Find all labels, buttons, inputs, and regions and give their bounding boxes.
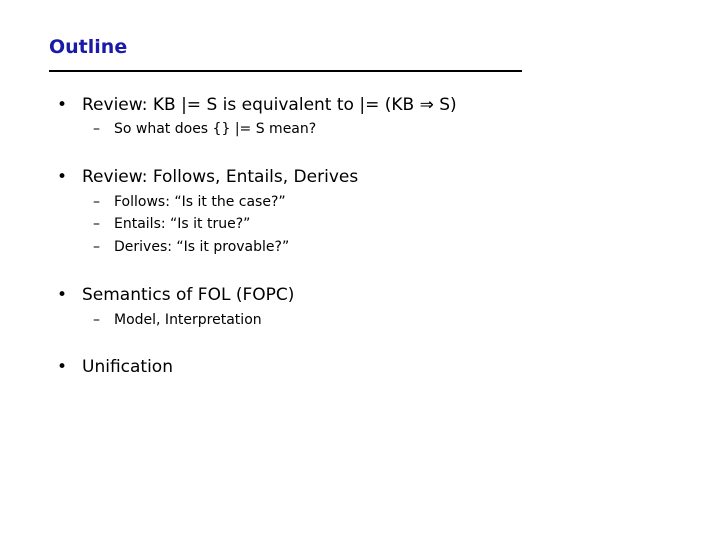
bullet-item (57, 95, 457, 115)
dash-icon: – (93, 239, 100, 255)
bullet-item (57, 167, 358, 187)
bullet-text: Review: Follows, Entails, Derives (82, 167, 359, 187)
sub-item (93, 120, 316, 138)
sub-text: Model, Interpretation (114, 312, 262, 328)
dash-icon: – (93, 312, 100, 328)
bullet-text: Review: KB |= S is equivalent to |= (KB ⇒ S) (82, 95, 457, 115)
slide-title: Outline (49, 36, 128, 58)
bullet-icon: • (57, 167, 68, 187)
sub-item (93, 193, 286, 211)
sub-text: Derives: “Is it provable?” (114, 239, 290, 255)
dash-icon: – (93, 121, 100, 137)
bullet-icon: • (57, 285, 68, 305)
sub-item (93, 311, 262, 329)
sub-item (93, 215, 250, 233)
bullet-item (57, 285, 294, 305)
bullet-item (57, 357, 173, 377)
dash-icon: – (93, 216, 100, 232)
bullet-text: Semantics of FOL (FOPC) (82, 285, 295, 305)
sub-text: So what does {} |= S mean? (114, 121, 317, 137)
bullet-icon: • (57, 95, 68, 115)
title-underline (49, 70, 522, 72)
sub-text: Entails: “Is it true?” (114, 216, 251, 232)
sub-text: Follows: “Is it the case?” (114, 194, 286, 210)
bullet-icon: • (57, 357, 68, 377)
dash-icon: – (93, 194, 100, 210)
sub-item (93, 238, 289, 256)
bullet-text: Unification (82, 357, 173, 377)
